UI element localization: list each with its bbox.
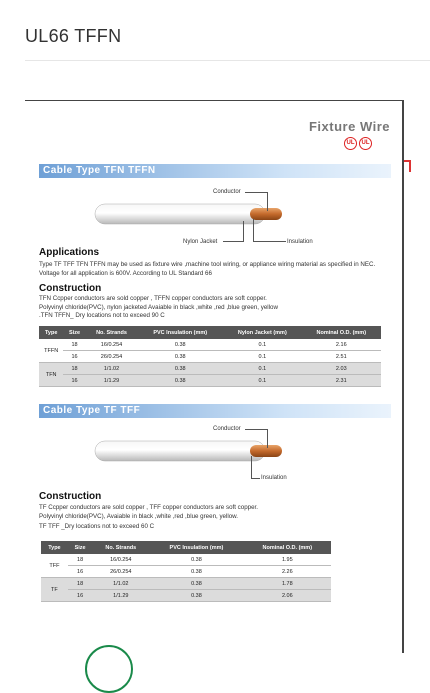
cell: 2.51 bbox=[302, 351, 381, 363]
cell-type: TFFN bbox=[39, 339, 63, 363]
cell: 18 bbox=[63, 363, 85, 375]
cell: 0.38 bbox=[137, 375, 223, 387]
cell: 1/1.29 bbox=[92, 590, 149, 602]
col-pvc: PVC Insulation (mm) bbox=[149, 541, 243, 554]
cell: 0.38 bbox=[149, 554, 243, 566]
insulation-leader-2 bbox=[251, 456, 260, 479]
col-size: Size bbox=[63, 326, 85, 339]
cell: 16 bbox=[63, 351, 85, 363]
cell: 0.1 bbox=[223, 351, 301, 363]
construction-2-line-1: TF Ccpper conductors are sold copper , TFF copper conductors are soft copper. bbox=[39, 504, 258, 511]
construction-2-line-3: TF TFF _Dry locations not to exceed 60 C bbox=[39, 523, 155, 530]
insulation-label: Insulation bbox=[287, 239, 313, 245]
table-row bbox=[39, 375, 381, 387]
cell-type: TFN bbox=[39, 363, 63, 387]
blue-edge bbox=[402, 101, 404, 241]
cell: 16 bbox=[68, 566, 93, 578]
construction-text-2 bbox=[39, 504, 394, 532]
cell: 26/0.254 bbox=[92, 566, 149, 578]
cell-type: TF bbox=[41, 578, 68, 602]
cell: 2.26 bbox=[244, 566, 331, 578]
table-row bbox=[41, 590, 331, 602]
table-header-row bbox=[39, 326, 381, 339]
col-nylon: Nylon Jacket (mm) bbox=[223, 326, 301, 339]
conductor-label: Conductor bbox=[213, 189, 241, 195]
cell: 2.03 bbox=[302, 363, 381, 375]
cell: 1.78 bbox=[244, 578, 331, 590]
nylon-jacket-label: Nylon Jacket bbox=[183, 239, 218, 245]
cell: 0.1 bbox=[223, 339, 301, 351]
table-row bbox=[41, 578, 331, 590]
cell: 16/0.254 bbox=[92, 554, 149, 566]
cell: 2.06 bbox=[244, 590, 331, 602]
sheet-title: Fixture Wire bbox=[308, 119, 390, 134]
ul-certification-icon: UL UL bbox=[342, 136, 372, 150]
spec-table-tfn-tffn bbox=[39, 326, 381, 387]
cell: 0.38 bbox=[149, 578, 243, 590]
conductor-label-2: Conductor bbox=[213, 426, 241, 432]
applications-text: Type TF TFF TFN TFFN may be used as fixture wire ,machine tool wiring, or appliance wiring material as specified in NEC. Voltage for all application is 600V. According to UL Standard 66 bbox=[39, 261, 376, 277]
cell: 16 bbox=[68, 590, 93, 602]
banner-tfn-tffn: Cable Type TFN TFFN bbox=[39, 164, 391, 178]
conductor-leader-2 bbox=[245, 429, 268, 448]
col-type: Type bbox=[39, 326, 63, 339]
col-strands: No. Strands bbox=[86, 326, 138, 339]
applications-heading: Applications bbox=[39, 247, 100, 258]
col-type: Type bbox=[41, 541, 68, 554]
construction-1-line-3: .TFN TFFN_ Dry locations not to exceed 90 C bbox=[39, 312, 165, 319]
table-header-row bbox=[41, 541, 331, 554]
cell: 2.31 bbox=[302, 375, 381, 387]
cell: 0.38 bbox=[137, 351, 223, 363]
construction-heading-2: Construction bbox=[39, 491, 102, 502]
col-od: Nominal O.D. (mm) bbox=[302, 326, 381, 339]
construction-text-1 bbox=[39, 295, 394, 321]
green-seal-logo bbox=[85, 645, 133, 693]
construction-2-line-2: Polyvinyl chloride(PVC), Avaiable in black ,white ,red ,blue green, yellow. bbox=[39, 512, 239, 520]
col-strands: No. Strands bbox=[92, 541, 149, 554]
cell: 0.38 bbox=[149, 590, 243, 602]
product-datasheet-image bbox=[25, 100, 404, 653]
col-od: Nominal O.D. (mm) bbox=[244, 541, 331, 554]
red-corner-mark bbox=[404, 160, 411, 172]
cell: 0.1 bbox=[223, 363, 301, 375]
table-row bbox=[39, 339, 381, 351]
table-row bbox=[39, 363, 381, 375]
construction-heading-1: Construction bbox=[39, 283, 102, 294]
col-pvc: PVC Insulation (mm) bbox=[137, 326, 223, 339]
cell: 0.38 bbox=[137, 363, 223, 375]
cell: 1.95 bbox=[244, 554, 331, 566]
table-row bbox=[41, 554, 331, 566]
banner-tf-tff: Cable Type TF TFF bbox=[39, 404, 391, 418]
spec-table-tf-tff bbox=[41, 541, 331, 602]
cell-type: TFF bbox=[41, 554, 68, 578]
insulation-label-2: Insulation bbox=[261, 475, 287, 481]
cell: 0.38 bbox=[137, 339, 223, 351]
cell: 0.1 bbox=[223, 375, 301, 387]
cell: 18 bbox=[68, 578, 93, 590]
cell: 1/1.02 bbox=[92, 578, 149, 590]
conductor-leader bbox=[245, 192, 268, 211]
title-divider bbox=[25, 60, 430, 61]
nylon-jacket-leader bbox=[223, 221, 244, 242]
construction-1-line-2: Polyvinyl chloride(PVC), nylon jacketed Avaiable in black ,white ,red ,blue green, yellow bbox=[39, 303, 278, 311]
cell: 18 bbox=[68, 554, 93, 566]
cell: 26/0.254 bbox=[86, 351, 138, 363]
table-row bbox=[41, 566, 331, 578]
cell: 1/1.02 bbox=[86, 363, 138, 375]
insulation-leader bbox=[253, 219, 286, 242]
cell: 16 bbox=[63, 375, 85, 387]
cell: 0.38 bbox=[149, 566, 243, 578]
cell: 1/1.29 bbox=[86, 375, 138, 387]
cell: 2.16 bbox=[302, 339, 381, 351]
table-row bbox=[39, 351, 381, 363]
col-size: Size bbox=[68, 541, 93, 554]
cell: 16/0.254 bbox=[86, 339, 138, 351]
page-title: UL66 TFFN bbox=[25, 26, 122, 46]
construction-1-line-1: TFN Ccpper conductors are sold copper , TFFN copper conductors are soft copper. bbox=[39, 295, 267, 302]
cell: 18 bbox=[63, 339, 85, 351]
